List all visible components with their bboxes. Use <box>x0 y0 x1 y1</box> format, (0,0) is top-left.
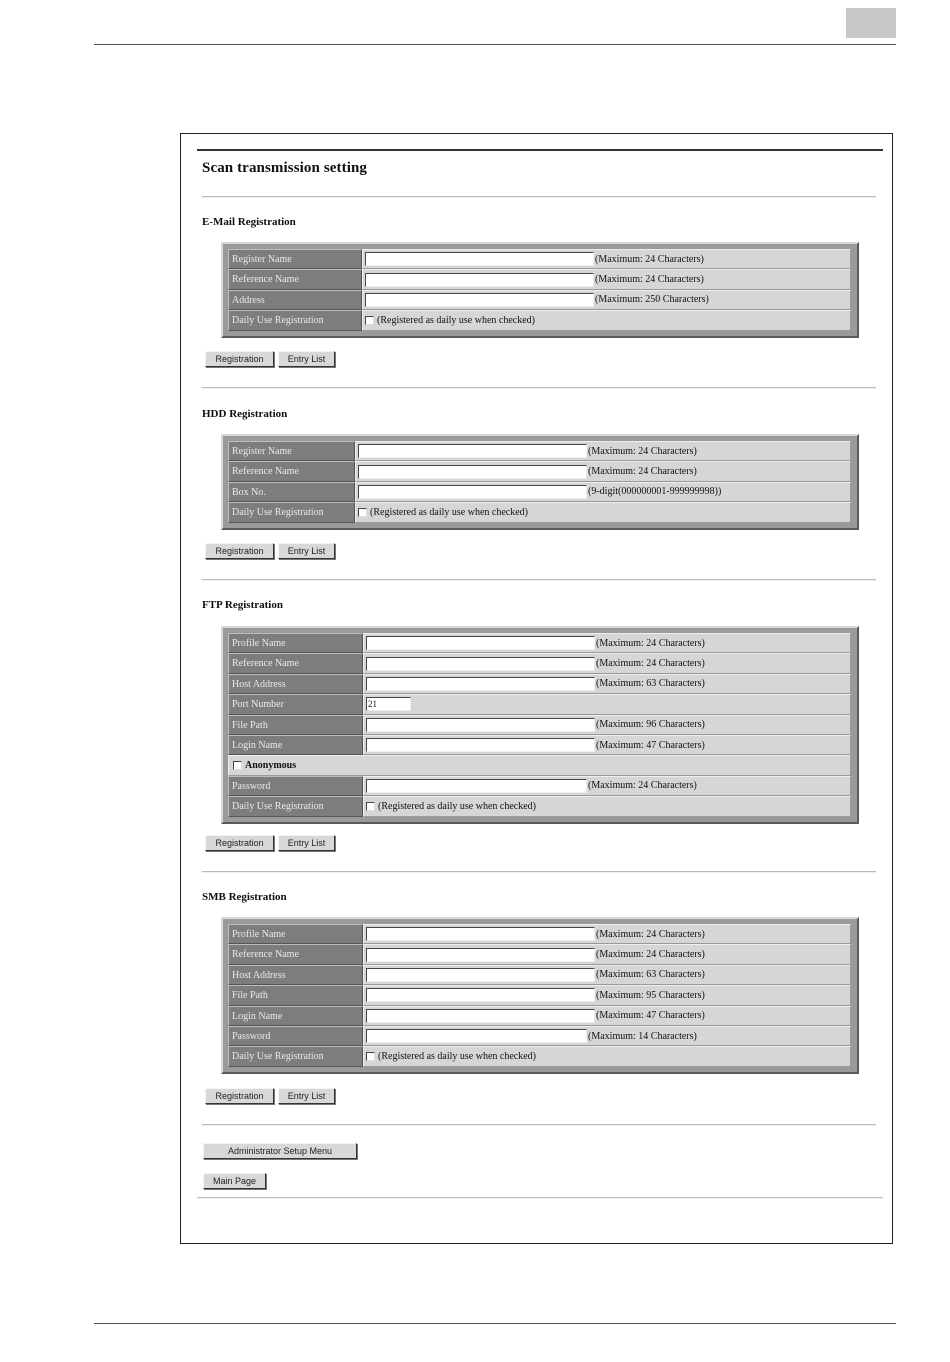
row-label: Port Number <box>228 694 363 714</box>
row-label: Daily Use Registration <box>228 502 355 522</box>
ftp-registration-button[interactable]: Registration <box>205 835 274 851</box>
row-label: Daily Use Registration <box>228 1046 363 1066</box>
page-corner-tab <box>846 8 896 38</box>
ftp-anonymous-row <box>228 755 851 775</box>
email-reference-name-input[interactable] <box>365 273 594 287</box>
row-label: Daily Use Registration <box>228 796 363 816</box>
row-hint: (Maximum: 14 Characters) <box>588 1030 697 1042</box>
divider <box>202 871 876 873</box>
checkbox-text: (Registered as daily use when checked) <box>378 800 536 812</box>
ftp-file-path-row <box>228 715 851 735</box>
divider <box>202 196 876 198</box>
main-page-button[interactable]: Main Page <box>203 1173 266 1189</box>
email-registration-button[interactable]: Registration <box>205 351 274 367</box>
ftp-entry-list-button[interactable]: Entry List <box>278 835 335 851</box>
row-label: Register Name <box>228 249 362 269</box>
row-hint: (Maximum: 24 Characters) <box>596 637 705 649</box>
ftp-login-name-input[interactable] <box>366 738 595 752</box>
row-hint: (Maximum: 24 Characters) <box>596 658 705 670</box>
smb-profile-name-input[interactable] <box>366 927 595 941</box>
smb-daily-use-row <box>228 1046 851 1066</box>
divider <box>202 579 876 581</box>
hdd-register-name-input[interactable] <box>358 444 587 458</box>
header-rule <box>94 44 896 45</box>
hdd-daily-use-row <box>228 502 851 522</box>
row-hint: (Maximum: 24 Characters) <box>595 253 704 265</box>
hdd-reference-name-input[interactable] <box>358 465 587 479</box>
ftp-anonymous-checkbox[interactable] <box>233 761 242 770</box>
row-hint: (Maximum: 63 Characters) <box>596 678 705 690</box>
ftp-profile-name-input[interactable] <box>366 636 595 650</box>
row-hint: (Maximum: 47 Characters) <box>596 1010 705 1022</box>
row-hint: (Maximum: 24 Characters) <box>596 928 705 940</box>
ftp-profile-name-row <box>228 633 851 653</box>
row-hint: (Maximum: 95 Characters) <box>596 989 705 1001</box>
checkbox-text: (Registered as daily use when checked) <box>370 506 528 518</box>
smb-reference-name-input[interactable] <box>366 948 595 962</box>
row-hint: (9-digit(000000001-999999998)) <box>588 486 722 498</box>
smb-entry-list-button[interactable]: Entry List <box>278 1088 335 1104</box>
email-daily-use-checkbox[interactable] <box>365 316 374 325</box>
row-label: Reference Name <box>228 653 363 673</box>
divider <box>197 1197 883 1199</box>
row-label: Box No. <box>228 482 355 502</box>
row-label: Profile Name <box>228 924 363 944</box>
row-label: Daily Use Registration <box>228 310 362 330</box>
row-label: Reference Name <box>228 944 363 964</box>
row-label: Profile Name <box>228 633 363 653</box>
ftp-password-input[interactable] <box>366 779 587 793</box>
ftp-section-title: FTP Registration <box>202 599 283 611</box>
smb-login-name-input[interactable] <box>366 1009 595 1023</box>
row-label: Login Name <box>228 735 363 755</box>
email-address-input[interactable] <box>365 293 594 307</box>
smb-login-name-row <box>228 1006 851 1026</box>
ftp-daily-use-row <box>228 796 851 816</box>
email-address-row <box>228 290 851 310</box>
ftp-port-number-row <box>228 694 851 714</box>
smb-reference-name-row <box>228 944 851 964</box>
divider <box>202 1124 876 1126</box>
row-label: File Path <box>228 715 363 735</box>
row-hint: (Maximum: 63 Characters) <box>596 969 705 981</box>
row-label: Host Address <box>228 965 363 985</box>
ftp-password-row <box>228 776 851 796</box>
row-hint: (Maximum: 24 Characters) <box>588 466 697 478</box>
hdd-reference-name-row <box>228 461 851 481</box>
smb-host-address-row <box>228 965 851 985</box>
ftp-file-path-input[interactable] <box>366 718 595 732</box>
row-label: Address <box>228 290 362 310</box>
email-register-name-row <box>228 249 851 269</box>
hdd-entry-list-button[interactable]: Entry List <box>278 543 335 559</box>
row-label: Register Name <box>228 441 355 461</box>
email-register-name-input[interactable] <box>365 252 594 266</box>
smb-profile-name-row <box>228 924 851 944</box>
administrator-setup-menu-button[interactable]: Administrator Setup Menu <box>203 1143 357 1159</box>
email-section-title: E-Mail Registration <box>202 216 296 228</box>
ftp-host-address-input[interactable] <box>366 677 595 691</box>
row-hint: (Maximum: 250 Characters) <box>595 294 709 306</box>
row-label: Login Name <box>228 1006 363 1026</box>
ftp-reference-name-row <box>228 653 851 673</box>
email-reference-name-row <box>228 269 851 289</box>
email-form-table <box>221 242 859 338</box>
page-title: Scan transmission setting <box>202 160 368 176</box>
row-hint: (Maximum: 24 Characters) <box>595 274 704 286</box>
smb-password-row <box>228 1026 851 1046</box>
row-hint: (Maximum: 24 Characters) <box>588 445 697 457</box>
row-hint: (Maximum: 24 Characters) <box>588 780 697 792</box>
smb-daily-use-checkbox[interactable] <box>366 1052 375 1061</box>
browser-frame <box>180 133 893 1244</box>
ftp-reference-name-input[interactable] <box>366 657 595 671</box>
row-label: Password <box>228 776 363 796</box>
row-hint: (Maximum: 24 Characters) <box>596 949 705 961</box>
ftp-daily-use-checkbox[interactable] <box>366 802 375 811</box>
footer-rule <box>94 1323 896 1324</box>
smb-registration-button[interactable]: Registration <box>205 1088 274 1104</box>
email-entry-list-button[interactable]: Entry List <box>278 351 335 367</box>
hdd-form-table <box>221 434 859 530</box>
hdd-daily-use-checkbox[interactable] <box>358 508 367 517</box>
smb-form-table <box>221 917 859 1074</box>
row-hint: (Maximum: 47 Characters) <box>596 739 705 751</box>
divider <box>202 387 876 389</box>
checkbox-text: (Registered as daily use when checked) <box>378 1051 536 1063</box>
ftp-form-table <box>221 626 859 824</box>
hdd-section-title: HDD Registration <box>202 408 288 420</box>
row-hint: (Maximum: 96 Characters) <box>596 719 705 731</box>
checkbox-text: (Registered as daily use when checked) <box>377 314 535 326</box>
anonymous-label: Anonymous <box>245 760 297 772</box>
row-label: Reference Name <box>228 461 355 481</box>
smb-password-input[interactable] <box>366 1029 587 1043</box>
page-top-bar <box>197 149 883 151</box>
smb-section-title: SMB Registration <box>202 891 287 903</box>
smb-host-address-input[interactable] <box>366 968 595 982</box>
ftp-host-address-row <box>228 674 851 694</box>
hdd-box-no-input[interactable] <box>358 485 587 499</box>
row-label: File Path <box>228 985 363 1005</box>
row-label: Password <box>228 1026 363 1046</box>
smb-file-path-row <box>228 985 851 1005</box>
hdd-registration-button[interactable]: Registration <box>205 543 274 559</box>
row-label: Reference Name <box>228 269 362 289</box>
hdd-register-name-row <box>228 441 851 461</box>
ftp-login-name-row <box>228 735 851 755</box>
smb-file-path-input[interactable] <box>366 988 595 1002</box>
email-daily-use-row <box>228 310 851 330</box>
row-label: Host Address <box>228 674 363 694</box>
hdd-box-no-row <box>228 482 851 502</box>
ftp-port-number-input[interactable]: 21 <box>366 697 411 711</box>
